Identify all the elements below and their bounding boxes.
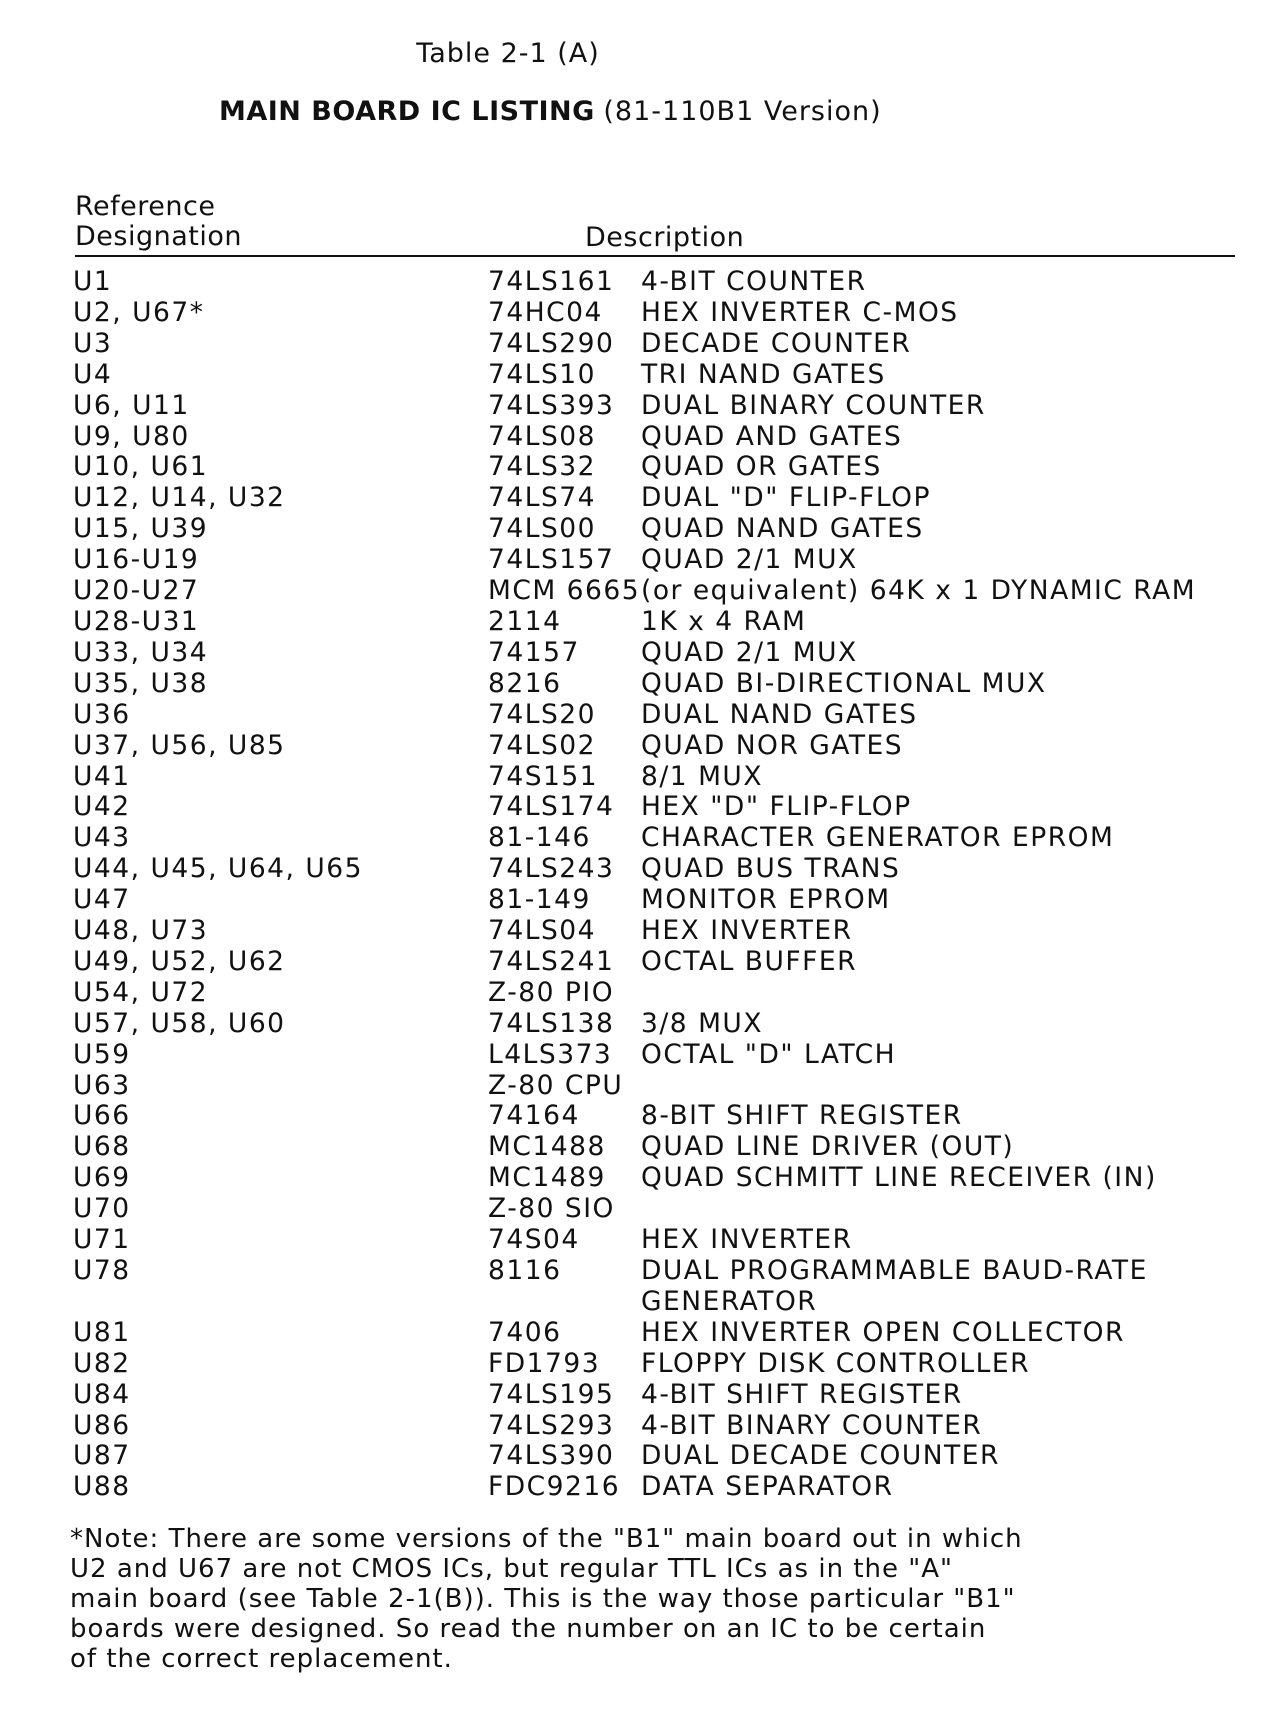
table-number: Table 2-1 (A): [416, 38, 600, 69]
table-row: [73, 1132, 1253, 1163]
part-number-cell: MC1489: [488, 1162, 606, 1194]
description-cell: HEX INVERTER: [641, 1224, 853, 1256]
description-cell: [641, 978, 1253, 1009]
reference-cell: U86: [73, 1409, 131, 1441]
reference-cell: U16-U19: [73, 544, 200, 576]
reference-cell: U4: [73, 358, 113, 390]
part-number-cell: MC1488: [488, 1131, 606, 1163]
reference-column-header: [75, 192, 242, 252]
title-version: (81-110B1 Version): [603, 96, 882, 127]
description-cell: DUAL BINARY COUNTER: [641, 389, 986, 421]
part-number-cell: 8116: [488, 1255, 562, 1286]
description-cell: HEX "D" FLIP-FLOP: [641, 791, 912, 823]
table-row: [73, 669, 1253, 700]
part-number-cell: 74LS243: [488, 853, 615, 885]
reference-cell: U9, U80: [73, 420, 190, 452]
description-cell: 3/8 MUX: [641, 1007, 763, 1039]
table-row: [73, 885, 1253, 916]
reference-cell: U1: [73, 266, 113, 297]
description-cell: MONITOR EPROM: [641, 884, 891, 916]
part-number-cell: 74LS241: [488, 945, 615, 977]
table-row: [73, 731, 1253, 762]
reference-cell: U12, U14, U32: [73, 482, 286, 514]
part-number-cell: 74LS174: [488, 791, 615, 823]
reference-cell: U57, U58, U60: [73, 1007, 286, 1039]
table-row: [73, 452, 1253, 483]
part-number-cell: FD1793: [488, 1347, 601, 1379]
part-number-cell: 74LS00: [488, 513, 597, 545]
description-cell: QUAD 2/1 MUX: [641, 636, 858, 668]
part-number-cell: Z-80 PIO: [488, 976, 615, 1008]
table-row: [73, 329, 1253, 360]
part-number-cell: 74LS393: [488, 389, 615, 421]
description-cell: QUAD NOR GATES: [641, 729, 904, 761]
reference-header-line2: Designation: [75, 221, 242, 252]
description-column-header: Description: [585, 222, 745, 253]
reference-cell: U43: [73, 822, 131, 854]
table-row: [73, 1009, 1253, 1040]
table-row: [73, 422, 1253, 453]
page-title: [219, 96, 882, 127]
part-number-cell: 74LS390: [488, 1440, 615, 1472]
reference-cell: U68: [73, 1131, 131, 1163]
description-cell: DUAL "D" FLIP-FLOP: [641, 482, 932, 514]
description-cell: DUAL DECADE COUNTER: [641, 1440, 1000, 1472]
part-number-cell: 81-146: [488, 822, 591, 854]
reference-cell: U15, U39: [73, 513, 209, 545]
description-cell: QUAD BUS TRANS: [641, 853, 901, 885]
table-row: [73, 267, 1253, 298]
footnote-line: U2 and U67 are not CMOS ICs, but regular TTL ICs as in the "A": [70, 1554, 953, 1584]
part-number-cell: 74S04: [488, 1224, 580, 1256]
description-cell: 8/1 MUX: [641, 760, 763, 792]
description-cell: QUAD LINE DRIVER (OUT): [641, 1131, 1015, 1163]
reference-cell: U81: [73, 1316, 131, 1348]
description-cell: HEX INVERTER OPEN COLLECTOR: [641, 1316, 1125, 1348]
reference-header-line1: Reference: [75, 191, 216, 222]
reference-cell: U70: [73, 1193, 131, 1225]
part-number-cell: 7406: [488, 1316, 562, 1348]
description-cell: QUAD AND GATES: [641, 420, 903, 452]
table-row: [73, 483, 1253, 514]
reference-cell: U3: [73, 327, 113, 359]
reference-cell: U20-U27: [73, 575, 200, 607]
part-number-cell: 74S151: [488, 760, 599, 792]
description-cell: QUAD SCHMITT LINE RECEIVER (IN): [641, 1162, 1157, 1194]
part-number-cell: 74157: [488, 636, 580, 668]
reference-cell: U88: [73, 1471, 131, 1503]
table-row: [73, 545, 1253, 576]
part-number-cell: 74LS20: [488, 698, 597, 730]
reference-cell: U82: [73, 1347, 131, 1379]
reference-cell: U49, U52, U62: [73, 945, 286, 977]
description-cell: 4-BIT BINARY COUNTER: [641, 1409, 983, 1441]
table-row: [73, 700, 1253, 731]
footnote: [70, 1524, 1210, 1674]
ic-listing-table: [73, 267, 1253, 1503]
description-cell: [641, 1071, 1253, 1102]
table-row: [73, 607, 1253, 638]
table-row: [73, 1163, 1253, 1194]
table-row: [73, 823, 1253, 854]
part-number-cell: 74LS161: [488, 266, 615, 297]
reference-cell: U78: [73, 1255, 131, 1286]
description-cell: QUAD 2/1 MUX: [641, 544, 858, 576]
table-row: [73, 1101, 1253, 1132]
part-number-cell: Z-80 CPU: [488, 1069, 624, 1101]
reference-cell: U63: [73, 1069, 131, 1101]
description-cell: FLOPPY DISK CONTROLLER: [641, 1347, 1031, 1379]
description-cell: DECADE COUNTER: [641, 327, 912, 359]
part-number-cell: Z-80 SIO: [488, 1193, 615, 1225]
title-bold: MAIN BOARD IC LISTING: [219, 96, 595, 127]
table-row: [73, 576, 1253, 607]
table-row: [73, 514, 1253, 545]
part-number-cell: 74LS74: [488, 482, 597, 514]
reference-cell: U69: [73, 1162, 131, 1194]
part-number-cell: 2114: [488, 605, 562, 637]
footnote-line: of the correct replacement.: [70, 1644, 453, 1674]
reference-cell: U54, U72: [73, 976, 209, 1008]
table-row: [73, 1040, 1253, 1071]
table-row: [73, 1256, 1253, 1318]
description-cell: DATA SEPARATOR: [641, 1471, 894, 1503]
table-row: [73, 1441, 1253, 1472]
part-number-cell: 74LS157: [488, 544, 615, 576]
part-number-cell: L4LS373: [488, 1038, 613, 1070]
table-row: [73, 298, 1253, 329]
reference-cell: U47: [73, 884, 131, 916]
reference-cell: U44, U45, U64, U65: [73, 853, 364, 885]
description-cell: 4-BIT SHIFT REGISTER: [641, 1378, 963, 1410]
description-cell: CHARACTER GENERATOR EPROM: [641, 822, 1115, 854]
table-row: [73, 638, 1253, 669]
part-number-cell: 74164: [488, 1100, 580, 1132]
footnote-line: boards were designed. So read the number on an IC to be certain: [70, 1614, 987, 1644]
reference-cell: U35, U38: [73, 667, 209, 699]
reference-cell: U2, U67*: [73, 296, 205, 328]
reference-cell: U71: [73, 1224, 131, 1256]
reference-cell: U48, U73: [73, 915, 209, 947]
description-cell: QUAD BI-DIRECTIONAL MUX: [641, 667, 1047, 699]
footnote-line: main board (see Table 2-1(B)). This is the way those particular "B1": [70, 1584, 1016, 1614]
description-cell: DUAL PROGRAMMABLE BAUD-RATE GENERATOR: [641, 1255, 1148, 1317]
part-number-cell: 74LS290: [488, 327, 615, 359]
description-cell: 4-BIT COUNTER: [641, 266, 867, 297]
part-number-cell: 74LS195: [488, 1378, 615, 1410]
reference-cell: U28-U31: [73, 605, 200, 637]
description-cell: HEX INVERTER C-MOS: [641, 296, 959, 328]
description-cell: HEX INVERTER: [641, 915, 853, 947]
part-number-cell: MCM 6665: [488, 575, 641, 607]
header-divider: [75, 255, 1235, 257]
table-row: [73, 1411, 1253, 1442]
part-number-cell: 74LS32: [488, 451, 597, 483]
description-cell: TRI NAND GATES: [641, 358, 886, 390]
reference-cell: U84: [73, 1378, 131, 1410]
description-cell: OCTAL "D" LATCH: [641, 1038, 897, 1070]
table-row: [73, 1472, 1253, 1503]
description-cell: DUAL NAND GATES: [641, 698, 918, 730]
part-number-cell: 74LS293: [488, 1409, 615, 1441]
description-cell: QUAD NAND GATES: [641, 513, 924, 545]
description-cell: QUAD OR GATES: [641, 451, 882, 483]
table-row: [73, 916, 1253, 947]
part-number-cell: 81-149: [488, 884, 591, 916]
part-number-cell: 74LS138: [488, 1007, 615, 1039]
reference-cell: U6, U11: [73, 389, 190, 421]
reference-cell: U10, U61: [73, 451, 209, 483]
reference-cell: U36: [73, 698, 131, 730]
table-row: [73, 762, 1253, 793]
part-number-cell: 74LS02: [488, 729, 597, 761]
table-row: [73, 1318, 1253, 1349]
table-row: [73, 947, 1253, 978]
part-number-cell: 74LS04: [488, 915, 597, 947]
description-cell: 8-BIT SHIFT REGISTER: [641, 1100, 963, 1132]
description-cell: (or equivalent) 64K x 1 DYNAMIC RAM: [641, 575, 1197, 607]
part-number-cell: 74LS10: [488, 358, 597, 390]
table-row: [73, 360, 1253, 391]
table-row: [73, 391, 1253, 422]
part-number-cell: 8216: [488, 667, 562, 699]
reference-cell: U66: [73, 1100, 131, 1132]
part-number-cell: 74LS08: [488, 420, 597, 452]
table-row: [73, 1349, 1253, 1380]
description-cell: OCTAL BUFFER: [641, 945, 858, 977]
footnote-line: *Note: There are some versions of the "B1" main board out in which: [70, 1524, 1023, 1554]
reference-cell: U87: [73, 1440, 131, 1472]
reference-cell: U33, U34: [73, 636, 209, 668]
table-row: [73, 978, 1253, 1009]
reference-cell: U41: [73, 760, 131, 792]
reference-cell: U59: [73, 1038, 131, 1070]
description-cell: 1K x 4 RAM: [641, 605, 807, 637]
table-row: [73, 792, 1253, 823]
table-row: [73, 1380, 1253, 1411]
table-row: [73, 1071, 1253, 1102]
description-cell: [641, 1194, 1253, 1225]
part-number-cell: 74HC04: [488, 296, 603, 328]
reference-cell: U37, U56, U85: [73, 729, 286, 761]
table-row: [73, 1225, 1253, 1256]
table-row: [73, 854, 1253, 885]
part-number-cell: FDC9216: [488, 1471, 621, 1503]
reference-cell: U42: [73, 791, 131, 823]
table-row: [73, 1194, 1253, 1225]
